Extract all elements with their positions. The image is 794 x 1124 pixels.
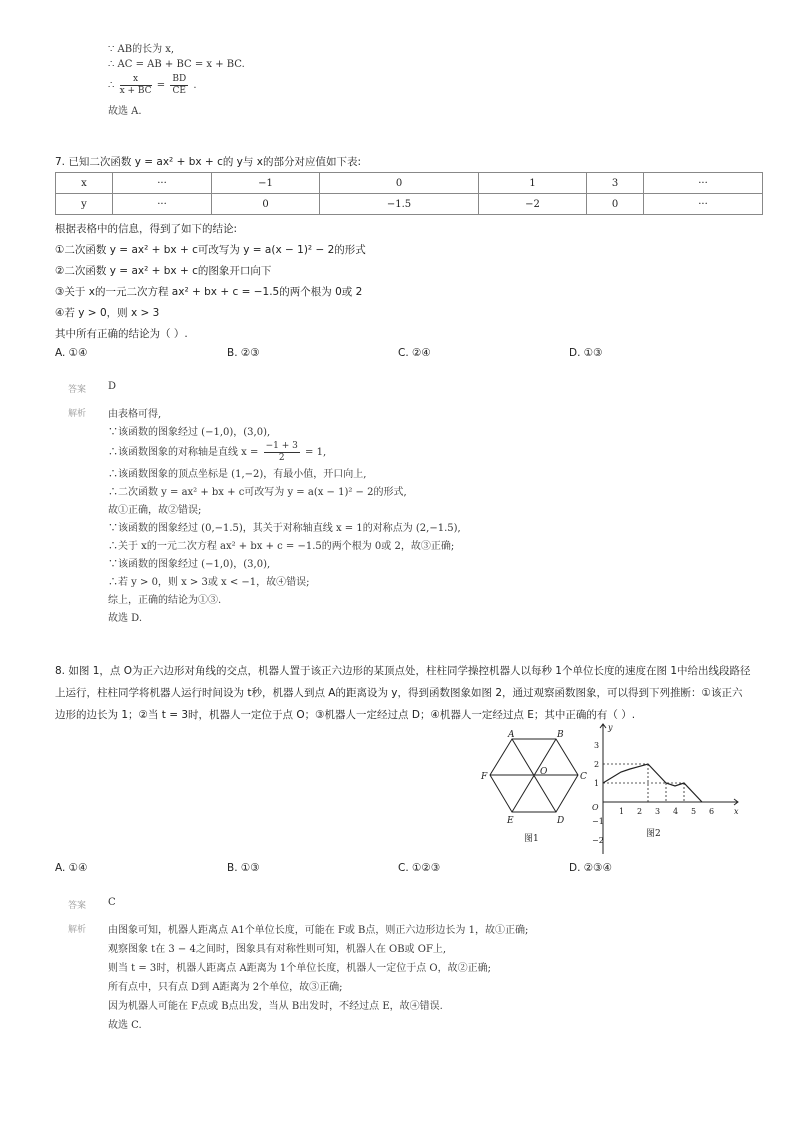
x-tick-label: 3 — [655, 807, 661, 816]
table-cell: 3 — [587, 173, 644, 194]
q7-option-c[interactable]: C. ②④ — [398, 347, 431, 359]
table-cell: −2 — [479, 194, 587, 215]
q7-answer-label: 答案 — [68, 385, 87, 395]
table-row — [56, 173, 763, 194]
fraction-1: $\frac{x}{x + BC}$ — [119, 74, 152, 96]
q8-analysis-line: 由图象可知，机器人距离点 A1个单位长度，可能在 F或 B点，则正六边形边长为 1，故①正确; — [108, 925, 529, 936]
q7-option-a[interactable]: A. ①④ — [55, 347, 88, 359]
x-tick-label: 5 — [691, 807, 697, 816]
q7-analysis-line: ∴该函数图象的对称轴是直线 x = $\frac{-1 + 3}{2}$ = 1, — [108, 441, 327, 463]
table-cell: ··· — [644, 194, 763, 215]
table-cell: 0 — [587, 194, 644, 215]
top-line-2: ∴ AC = AB + BC = x + BC. — [108, 59, 245, 70]
table-cell: ··· — [113, 173, 212, 194]
q8-stem-line-3: 边形的边长为 1；②当 t = 3时，机器人一定位于点 O；③机器人一定经过点 D；④机器人一定经过点 E；其中正确的有（ ）. — [55, 709, 636, 721]
table-cell: −1.5 — [320, 194, 479, 215]
q8-option-d[interactable]: D. ②③④ — [569, 862, 612, 874]
q8-analysis-line: 故选 C. — [108, 1020, 142, 1031]
hex-label-b: B — [557, 730, 564, 740]
hex-label-e: E — [507, 816, 514, 826]
origin-label: O — [592, 803, 599, 812]
figure-1-hexagon — [478, 730, 588, 846]
q7-statement-2: ②二次函数 y = ax² + bx + c的图象开口向下 — [55, 265, 272, 277]
q7-value-table — [55, 172, 763, 215]
table-cell: −1 — [212, 173, 320, 194]
x-axis-label: x — [734, 807, 739, 816]
figure-2-caption: 图2 — [646, 829, 661, 839]
q7-intro: 根据表格中的信息，得到了如下的结论: — [55, 223, 238, 235]
q8-analysis-line: 观察图象 t在 3 − 4之间时，图象具有对称性则可知，机器人在 OB或 OF上, — [108, 944, 447, 955]
table-cell: 0 — [212, 194, 320, 215]
q8-analysis-line: 所有点中，只有点 D到 A距离为 2个单位，故③正确; — [108, 982, 343, 993]
table-cell: ··· — [113, 194, 212, 215]
q7-option-d[interactable]: D. ①③ — [569, 347, 603, 359]
hex-label-f: F — [481, 772, 488, 782]
fraction-2: $\frac{BD}{CE}$ — [172, 74, 187, 96]
top-line-1: ∵ AB的长为 x, — [108, 44, 175, 55]
x-tick-label: 4 — [673, 807, 679, 816]
hex-label-a: A — [508, 730, 515, 740]
q7-analysis-line: ∵该函数的图象经过 (−1,0)，(3,0), — [108, 427, 271, 438]
q7-stem: 7. 已知二次函数 y = ax² + bx + c的 y与 x的部分对应值如下表: — [55, 156, 361, 168]
hex-label-o: O — [540, 767, 548, 777]
figure-2-graph — [592, 718, 742, 858]
y-axis-label: y — [608, 723, 613, 732]
figure-1-caption: 图1 — [524, 834, 539, 844]
x-tick-label: 6 — [709, 807, 715, 816]
q8-option-b[interactable]: B. ①③ — [227, 862, 260, 874]
y-tick-label: 3 — [594, 741, 600, 750]
hex-label-d: D — [557, 816, 565, 826]
q8-option-a[interactable]: A. ①④ — [55, 862, 88, 874]
table-cell: x — [56, 173, 113, 194]
x-tick-label: 1 — [619, 807, 625, 816]
q7-ask: 其中所有正确的结论为（ ）. — [55, 328, 188, 340]
table-cell: ··· — [644, 173, 763, 194]
q8-analysis-line: 则当 t = 3时，机器人距离点 A距离为 1个单位长度，机器人一定位于点 O，故②正确; — [108, 963, 491, 974]
q7-option-b[interactable]: B. ②③ — [227, 347, 260, 359]
q7-analysis-line: 综上，正确的结论为①③. — [108, 595, 222, 606]
q7-analysis-line: ∴该函数图象的顶点坐标是 (1,−2)，有最小值，开口向上, — [108, 469, 367, 480]
q7-analysis-label: 解析 — [68, 409, 87, 419]
top-line-3: ∴ $\frac{x}{x + BC}$ = $\frac{BD}{CE}$ . — [108, 74, 197, 96]
q8-stem-line-2: 上运行，柱柱同学将机器人运行时间设为 t秒，机器人到点 A的距离设为 y，得到函数图象如图 2，通过观察函数图象，可以得到下列推断：①该正六 — [55, 687, 743, 699]
q8-stem-line-1: 8. 如图 1，点 O为正六边形对角线的交点，机器人置于该正六边形的某顶点处，柱柱同学操控机器人以每秒 1个单位长度的速度在图 1中给出线段路径 — [55, 665, 751, 677]
q8-answer-label: 答案 — [68, 901, 87, 911]
hex-label-c: C — [580, 772, 587, 782]
q8-option-c[interactable]: C. ①②③ — [398, 862, 441, 874]
y-tick-label: −1 — [592, 817, 604, 826]
top-line-4: 故选 A. — [108, 106, 142, 117]
q7-analysis-line: 故选 D. — [108, 613, 143, 624]
x-tick-label: 2 — [637, 807, 643, 816]
q7-analysis-line: ∴若 y > 0，则 x > 3或 x < −1，故④错误; — [108, 577, 310, 588]
q7-analysis-line: ∴关于 x的一元二次方程 ax² + bx + c = −1.5的两个根为 0或 2，故③正确; — [108, 541, 455, 552]
q7-analysis-line: 由表格可得, — [108, 409, 162, 420]
q7-statement-4: ④若 y > 0，则 x > 3 — [55, 307, 160, 319]
q7-analysis-line: ∵该函数的图象经过 (0,−1.5)，其关于对称轴直线 x = 1的对称点为 (2,−1.5), — [108, 523, 461, 534]
q7-analysis-line: 故①正确，故②错误; — [108, 505, 202, 516]
table-row — [56, 194, 763, 215]
q7-statement-1: ①二次函数 y = ax² + bx + c可改写为 y = a(x − 1)² − 2的形式 — [55, 244, 366, 256]
q7-analysis-line: ∴二次函数 y = ax² + bx + c可改写为 y = a(x − 1)² − 2的形式, — [108, 487, 407, 498]
table-cell: 1 — [479, 173, 587, 194]
y-tick-label: 1 — [594, 779, 600, 788]
q8-analysis-label: 解析 — [68, 925, 87, 935]
y-tick-label: −2 — [592, 836, 604, 845]
q7-analysis-line: ∵该函数的图象经过 (−1,0)，(3,0), — [108, 559, 271, 570]
axis-fraction: $\frac{-1 + 3}{2}$ — [265, 441, 298, 463]
q8-analysis-line: 因为机器人可能在 F点或 B点出发，当从 B出发时，不经过点 E，故④错误. — [108, 1001, 443, 1012]
table-cell: 0 — [320, 173, 479, 194]
q7-answer: D — [108, 381, 117, 392]
q7-statement-3: ③关于 x的一元二次方程 ax² + bx + c = −1.5的两个根为 0或 2 — [55, 286, 363, 298]
q8-answer: C — [108, 897, 116, 908]
table-cell: y — [56, 194, 113, 215]
y-tick-label: 2 — [594, 760, 600, 769]
